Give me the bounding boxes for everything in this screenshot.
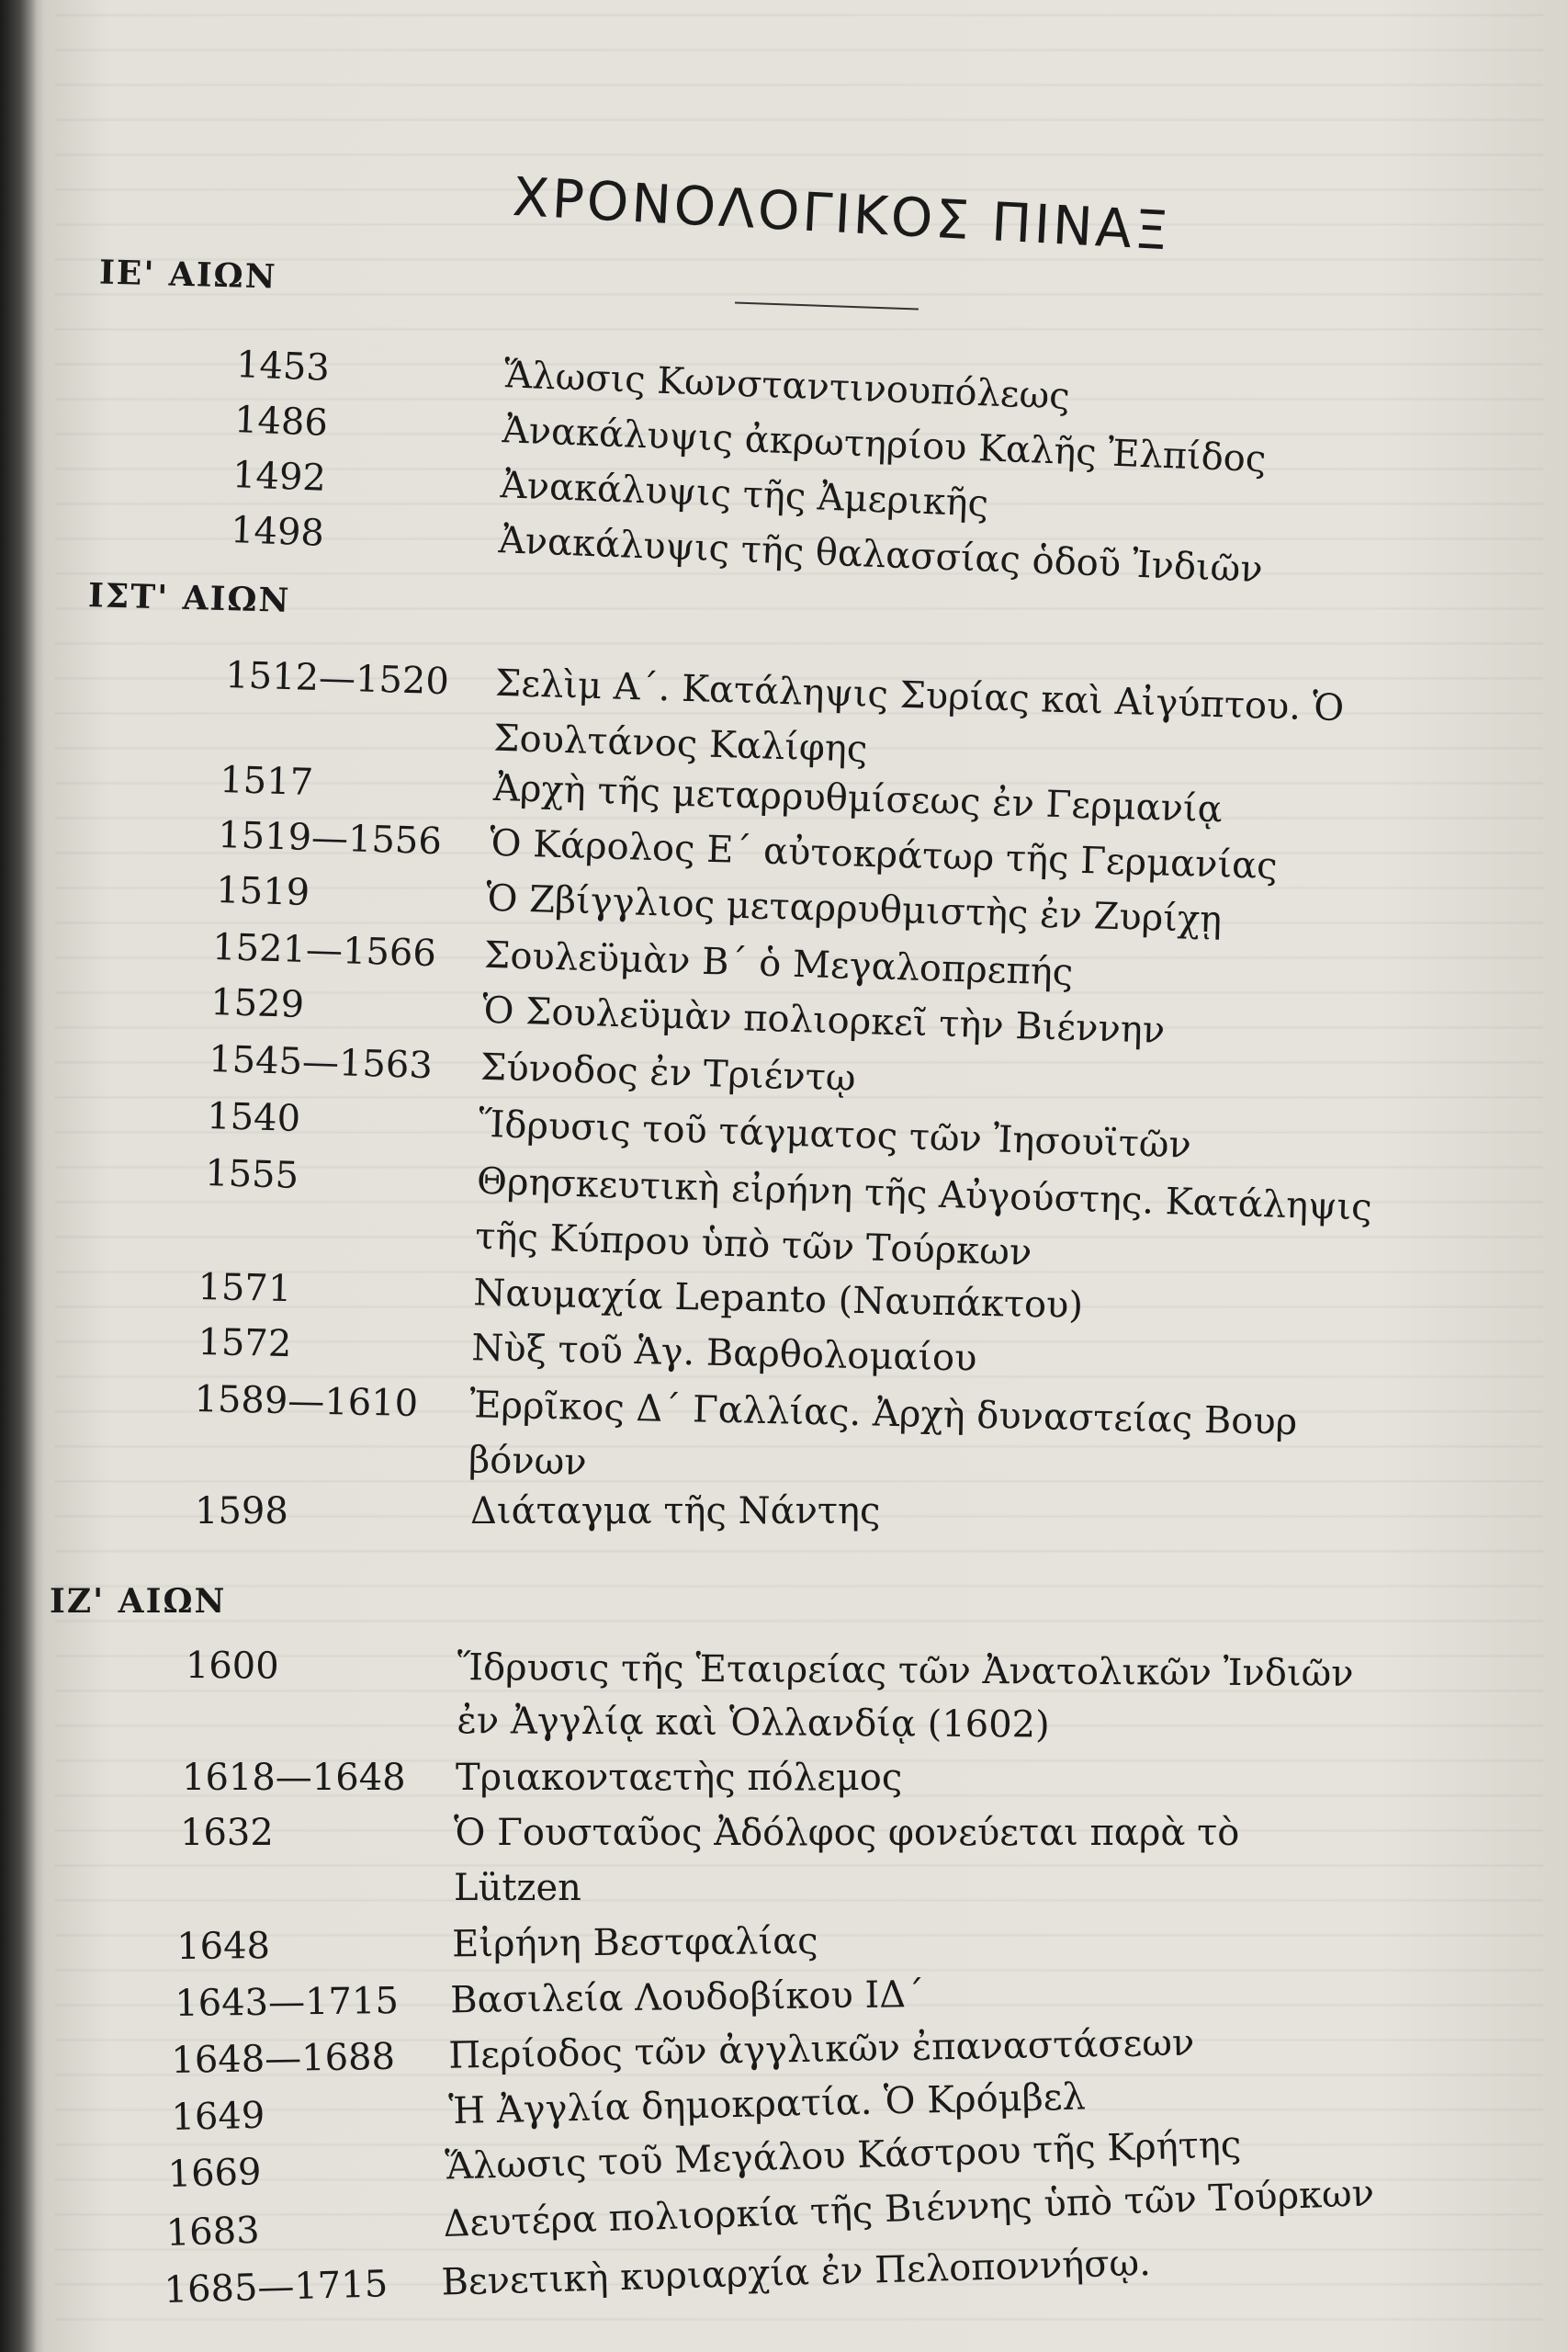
row-event: Ἐρρῖκος Δ΄ Γαλλίας. Ἀρχὴ δυναστείας Βουρ — [468, 1384, 1298, 1444]
row-year: 1598 — [195, 1490, 288, 1532]
row-year: 1572 — [197, 1321, 292, 1366]
row-event: Ἅλωσις Κωνσταντινουπόλεως — [503, 354, 1071, 418]
row-event: Σουλεϋμὰν Β΄ ὁ Μεγαλοπρεπής — [483, 933, 1074, 994]
row-event-continuation: ἐν Ἀγγλίᾳ καὶ Ὁλλανδίᾳ (1602) — [457, 1700, 1050, 1747]
row-year: 1486 — [233, 399, 329, 445]
row-year: 1618—1648 — [182, 1757, 406, 1799]
title-rule — [735, 302, 919, 311]
row-year: 1669 — [167, 2151, 263, 2196]
row-year: 1492 — [231, 454, 327, 500]
row-event: Ἀνακάλυψις τῆς θαλασσίας ὁδοῦ Ἰνδιῶν — [498, 519, 1264, 592]
row-event: Ἅλωσις τοῦ Μεγάλου Κάστρου τῆς Κρήτης — [444, 2123, 1242, 2188]
row-event: Ἀνακάλυψις ἀκρωτηρίου Καλῆς Ἐλπίδος — [502, 409, 1268, 481]
row-event: Ἀρχὴ τῆς μεταρρυθμίσεως ἐν Γερμανίᾳ — [492, 766, 1224, 831]
row-year: 1517 — [219, 759, 314, 804]
row-year: 1648 — [176, 1925, 271, 1968]
row-year: 1600 — [185, 1645, 279, 1688]
row-year: 1685—1715 — [164, 2263, 389, 2312]
row-event: Εἰρήνη Βεστφαλίας — [451, 1919, 818, 1966]
row-event: Σύνοδος ἐν Τριέντῳ — [479, 1046, 857, 1100]
row-event-continuation: τῆς Κύπρου ὑπὸ τῶν Τούρκων — [474, 1215, 1032, 1274]
row-event: Ὁ Σουλεϋμὰν πολιορκεῖ τὴν Βιέννην — [481, 989, 1166, 1052]
row-event-continuation: Lützen — [454, 1867, 581, 1909]
row-event: Θρησκευτικὴ εἰρήνη τῆς Αὐγούστης. Κατάληψις — [476, 1159, 1373, 1229]
row-event: Ναυμαχία Lepanto (Ναυπάκτου) — [472, 1272, 1084, 1328]
binding-gutter — [0, 0, 44, 2352]
row-year: 1648—1688 — [171, 2035, 396, 2082]
row-year: 1512—1520 — [224, 654, 450, 704]
row-event: Τριακονταετὴς πόλεμος — [456, 1757, 903, 1799]
row-year: 1571 — [197, 1266, 292, 1311]
page-title: ΧΡΟΝΟΛΟΓΙΚΟΣ ΠΙΝΑΞ — [511, 165, 1173, 263]
row-event: Ἵδρυσις τοῦ τάγματος τῶν Ἰησουϊτῶν — [478, 1102, 1192, 1167]
row-event: Νὺξ τοῦ Ἁγ. Βαρθολομαίου — [470, 1327, 977, 1380]
row-year: 1519—1556 — [217, 814, 443, 864]
row-event: Περίοδος τῶν ἀγγλικῶν ἐπαναστάσεων — [447, 2021, 1195, 2077]
row-year: 1632 — [180, 1812, 274, 1854]
row-year: 1683 — [165, 2209, 261, 2255]
row-event-continuation: βόνων — [468, 1439, 588, 1484]
row-event: Ὁ Γουσταῦος Ἀδόλφος φονεύεται παρὰ τὸ — [454, 1812, 1240, 1854]
row-year: 1589—1610 — [194, 1378, 419, 1426]
row-year: 1453 — [235, 344, 331, 390]
row-event: Διάταγμα τῆς Νάντης — [470, 1490, 881, 1532]
section-heading-16th-century: ΙΣΤ' ΑΙΩΝ — [87, 576, 291, 620]
row-event: Ὁ Κάρολος Ε΄ αὐτοκράτωρ τῆς Γερμανίας — [489, 821, 1279, 888]
row-year: 1545—1563 — [208, 1038, 434, 1088]
section-heading-17th-century: ΙΖ' ΑΙΩΝ — [50, 1582, 227, 1621]
row-event-continuation: Σουλτάνος Καλίφης — [492, 717, 868, 771]
row-year: 1643—1715 — [175, 1980, 400, 2025]
row-year: 1498 — [230, 509, 325, 555]
row-event: Σελὶμ Α΄. Κατάληψις Συρίας καὶ Αἰγύπτου. Ὁ — [494, 662, 1345, 730]
row-event: Βασιλεία Λουδοβίκου ΙΔ΄ — [449, 1973, 925, 2022]
row-event: Ὁ Ζβίγγλιος μεταρρυθμιστὴς ἐν Ζυρίχῃ — [485, 876, 1223, 942]
section-heading-15th-century: ΙΕ' ΑΙΩΝ — [98, 253, 278, 297]
row-year: 1555 — [204, 1152, 299, 1197]
row-year: 1521—1566 — [211, 926, 437, 976]
row-event: Ἡ Ἀγγλία δημοκρατία. Ὁ Κρόμβελ — [447, 2075, 1087, 2133]
row-event: Βενετικὴ κυριαρχία ἐν Πελοποννήσῳ. — [440, 2241, 1152, 2304]
row-year: 1519 — [215, 869, 310, 914]
row-year: 1540 — [206, 1095, 301, 1140]
row-event: Δευτέρα πολιορκία τῆς Βιέννης ὑπὸ τῶν Τούρκων — [442, 2172, 1375, 2245]
row-year: 1649 — [171, 2094, 265, 2139]
row-year: 1529 — [209, 981, 305, 1026]
row-event: Ἀνακάλυψις τῆς Ἀμερικῆς — [500, 464, 989, 526]
row-event: Ἵδρυσις τῆς Ἑταιρείας τῶν Ἀνατολικῶν Ἰνδιῶν — [457, 1646, 1354, 1695]
